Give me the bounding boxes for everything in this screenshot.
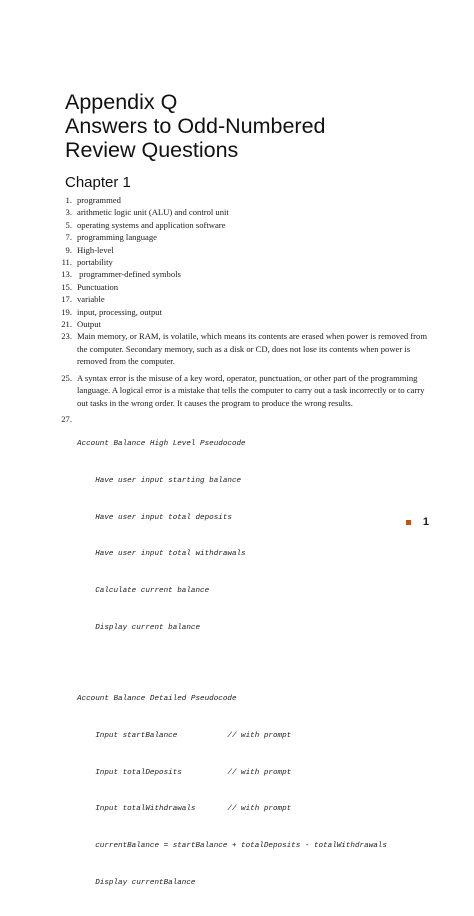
title-line-3: Review Questions (65, 138, 239, 162)
answer-item (40, 293, 430, 305)
answer-text: portability (77, 257, 113, 268)
code-line: Display currentBalance (77, 878, 196, 887)
answer-number: 13. (61, 269, 72, 280)
code-line: Have user input starting balance (77, 476, 242, 485)
code-line: currentBalance = startBalance + totalDeposits - totalWithdrawals (77, 842, 387, 851)
answer-number: 17. (61, 294, 72, 305)
answer-text: programmed (77, 195, 121, 205)
answer-number: 5. (65, 219, 72, 230)
answer-text: input, processing, output (77, 306, 162, 317)
answer-text: Output (77, 319, 101, 330)
code-heading: Account Balance Detailed Pseudocode (77, 694, 237, 703)
answer-item (40, 268, 430, 280)
answer-item (40, 219, 430, 231)
answer-list (40, 194, 430, 916)
answer-item (40, 330, 430, 367)
answer-text: Main memory, or RAM, is volatile, which means its contents are erased when power is removed from the computer. Secondary memory, such as a disk or CD, does not lose its contents when power is removed from the computer. (77, 331, 428, 367)
answer-item (40, 231, 430, 243)
answer-item (40, 281, 430, 293)
chapter-heading: Chapter 1 (65, 174, 131, 191)
code-line: Have user input total withdrawals (77, 550, 246, 559)
answer-number: 25. (61, 372, 72, 383)
code-line: Input totalWithdrawals // with prompt (77, 805, 292, 814)
answer-item (40, 306, 430, 318)
answer-number: 9. (65, 244, 72, 255)
answer-item (40, 318, 430, 330)
answer-item-27 (40, 413, 430, 916)
answer-number: 1. (65, 195, 72, 205)
answer-text: High-level (77, 244, 114, 255)
code-blank-line (77, 661, 430, 668)
answer-number: 21. (61, 319, 72, 330)
answer-number: 19. (61, 306, 72, 317)
code-line: Display current balance (77, 624, 201, 632)
page-number: 1 (422, 516, 429, 528)
answer-item (40, 372, 430, 409)
answer-item (40, 194, 430, 206)
answer-number: 15. (61, 281, 72, 292)
answer-item (40, 244, 430, 256)
square-bullet-icon (406, 520, 411, 525)
code-heading: Account Balance High Level Pseudocode (77, 440, 246, 449)
answer-text: programmer-defined symbols (77, 269, 181, 280)
answer-text: variable (77, 294, 105, 305)
answer-text: programming language (77, 232, 157, 243)
answer-number: 11. (61, 257, 72, 268)
answer-item (40, 256, 430, 268)
answer-number: 3. (65, 207, 72, 218)
code-line: Input totalDeposits // with prompt (77, 768, 292, 777)
title-line-1: Appendix Q (65, 90, 178, 114)
answer-text: arithmetic logic unit (ALU) and control unit (77, 207, 229, 218)
answer-text: A syntax error is the misuse of a key word, operator, punctuation, or other part of the programming language. A logical error is a mistake that tells the computer to carry out a task incorrectly or to carry out tasks in the wrong order. It causes the program to produce the wrong results. (77, 372, 425, 408)
page-footer (406, 516, 429, 528)
pseudocode (77, 431, 430, 915)
pseudocode-block (77, 413, 430, 916)
answer-number: 7. (65, 232, 72, 243)
code-line: Have user input total deposits (77, 513, 232, 522)
answer-number: 23. (61, 331, 72, 342)
page-title (65, 90, 326, 162)
code-line: Input startBalance // with prompt (77, 731, 292, 740)
title-line-2: Answers to Odd-Numbered (65, 114, 326, 138)
answer-number: 27. (61, 413, 72, 424)
answer-item (40, 206, 430, 218)
answer-text: Punctuation (77, 281, 119, 292)
answer-text: operating systems and application software (77, 219, 226, 230)
code-line: Calculate current balance (77, 587, 210, 596)
